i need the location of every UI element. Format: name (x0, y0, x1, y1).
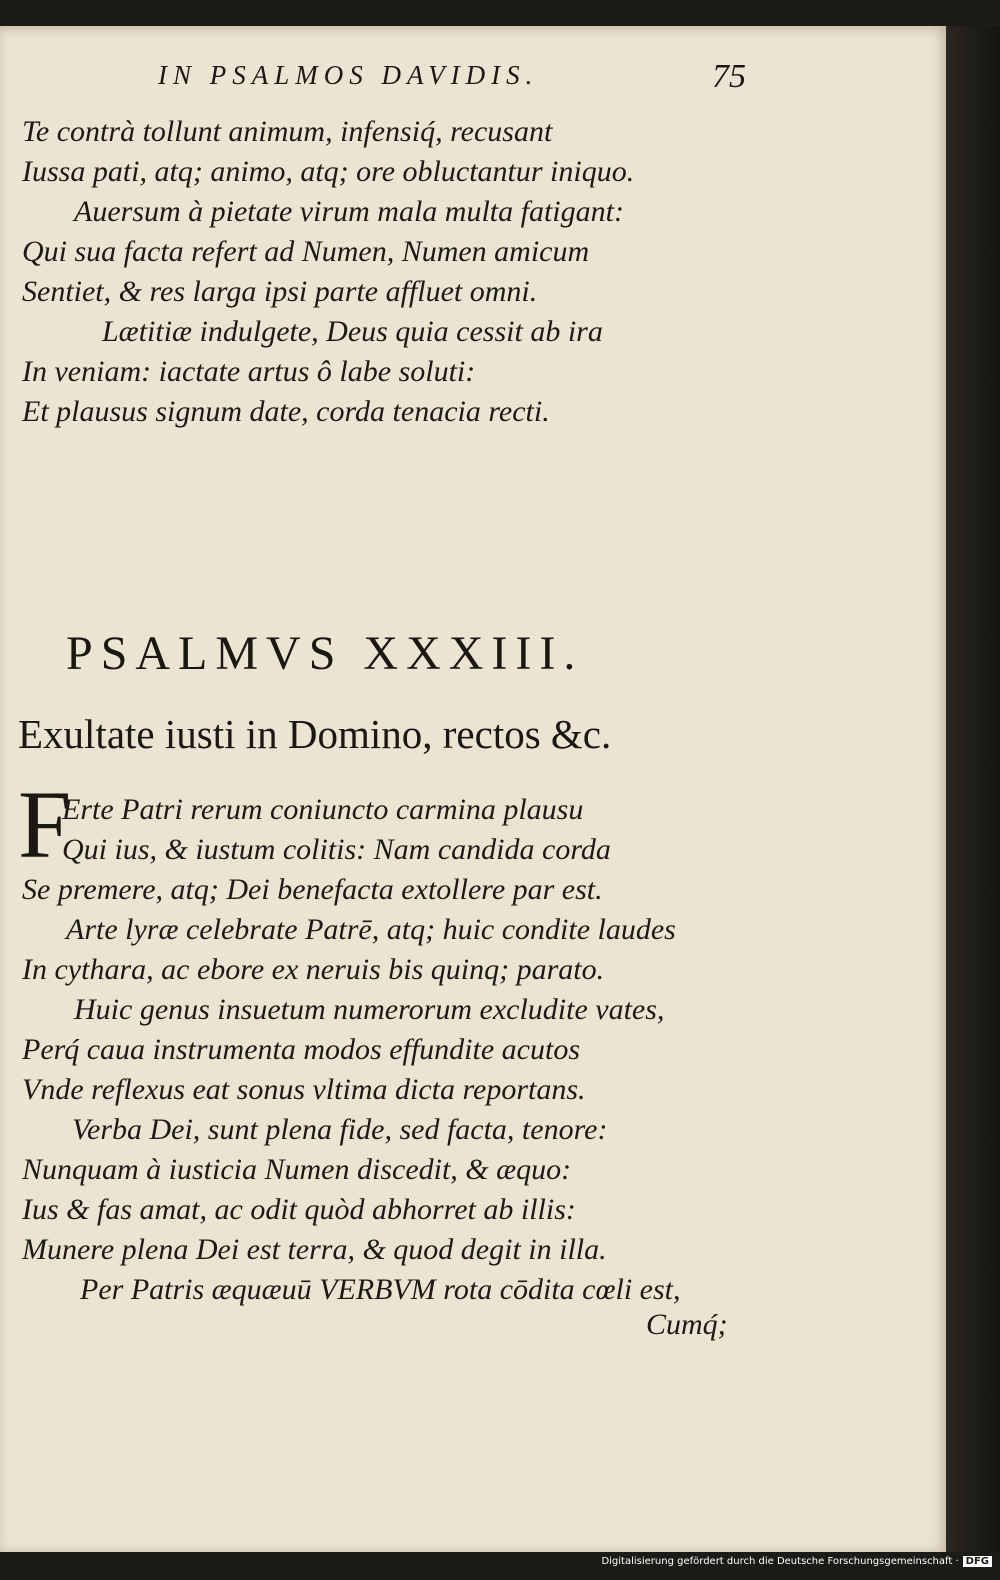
verse-line: Perq́ caua instrumenta modos effundite acutos (22, 1033, 580, 1066)
verse-line: Erte Patri rerum coniuncto carmina plausu (62, 793, 584, 826)
verse-line: Iussa pati, atq; animo, atq; ore obluctantur iniquo. (22, 155, 635, 188)
dfg-logo[interactable]: DFG (963, 1556, 992, 1567)
verse-line: Auersum à pietate virum mala multa fatigant: (74, 195, 624, 228)
verse-line: Per Patris æquæuū VERBVM rota cōdita cœli est, (80, 1273, 681, 1306)
verse-line: In cythara, ac ebore ex neruis bis quinq; parato. (22, 953, 605, 986)
verse-line: Te contrà tollunt animum, infensiq́, recusant (22, 115, 553, 148)
verse-line: Se premere, atq; Dei benefacta extollere par est. (22, 873, 603, 906)
verse-block-1 (0, 112, 940, 432)
verse-line: Ius & fas amat, ac odit quòd abhorret ab illis: (22, 1193, 576, 1226)
verse-line: Qui sua facta refert ad Numen, Numen amicum (22, 235, 590, 268)
verse-line: Huic genus insuetum numerorum excludite vates, (74, 993, 665, 1026)
running-head: IN PSALMOS DAVIDIS. (158, 60, 539, 90)
psalm-title: PSALMVS XXXIII. (66, 627, 584, 680)
verse-block-2 (0, 790, 940, 1310)
verse-line: Lætitiæ indulgete, Deus quia cessit ab ira (102, 315, 603, 348)
verse-line: Sentiet, & res larga ipsi parte affluet omni. (22, 275, 538, 308)
verse-line: Vnde reflexus eat sonus vltima dicta reportans. (22, 1073, 586, 1106)
verse-line: Nunquam à iusticia Numen discedit, & æquo: (22, 1153, 572, 1186)
verse-line: In veniam: iactate artus ô labe soluti: (22, 355, 476, 388)
verse-line: Qui ius, & iustum colitis: Nam candida corda (62, 833, 611, 866)
credit-text: Digitalisierung gefördert durch die Deutsche Forschungsgemeinschaft · (601, 1556, 959, 1567)
psalm-incipit: Exultate iusti in Domino, rectos &c. (18, 711, 612, 757)
page-edge (946, 26, 1000, 1552)
verse-line: Munere plena Dei est terra, & quod degit in illa. (22, 1233, 607, 1266)
verse-line: Et plausus signum date, corda tenacia recti. (22, 395, 550, 428)
drop-capital: F (18, 771, 72, 878)
digitization-credit (601, 1556, 992, 1567)
verse-line: Verba Dei, sunt plena fide, sed facta, tenore: (72, 1113, 608, 1146)
catchword: Cumq́; (646, 1308, 728, 1341)
verse-line: Arte lyræ celebrate Patrē, atq; huic condite laudes (66, 913, 676, 946)
page-number: 75 (712, 58, 746, 95)
